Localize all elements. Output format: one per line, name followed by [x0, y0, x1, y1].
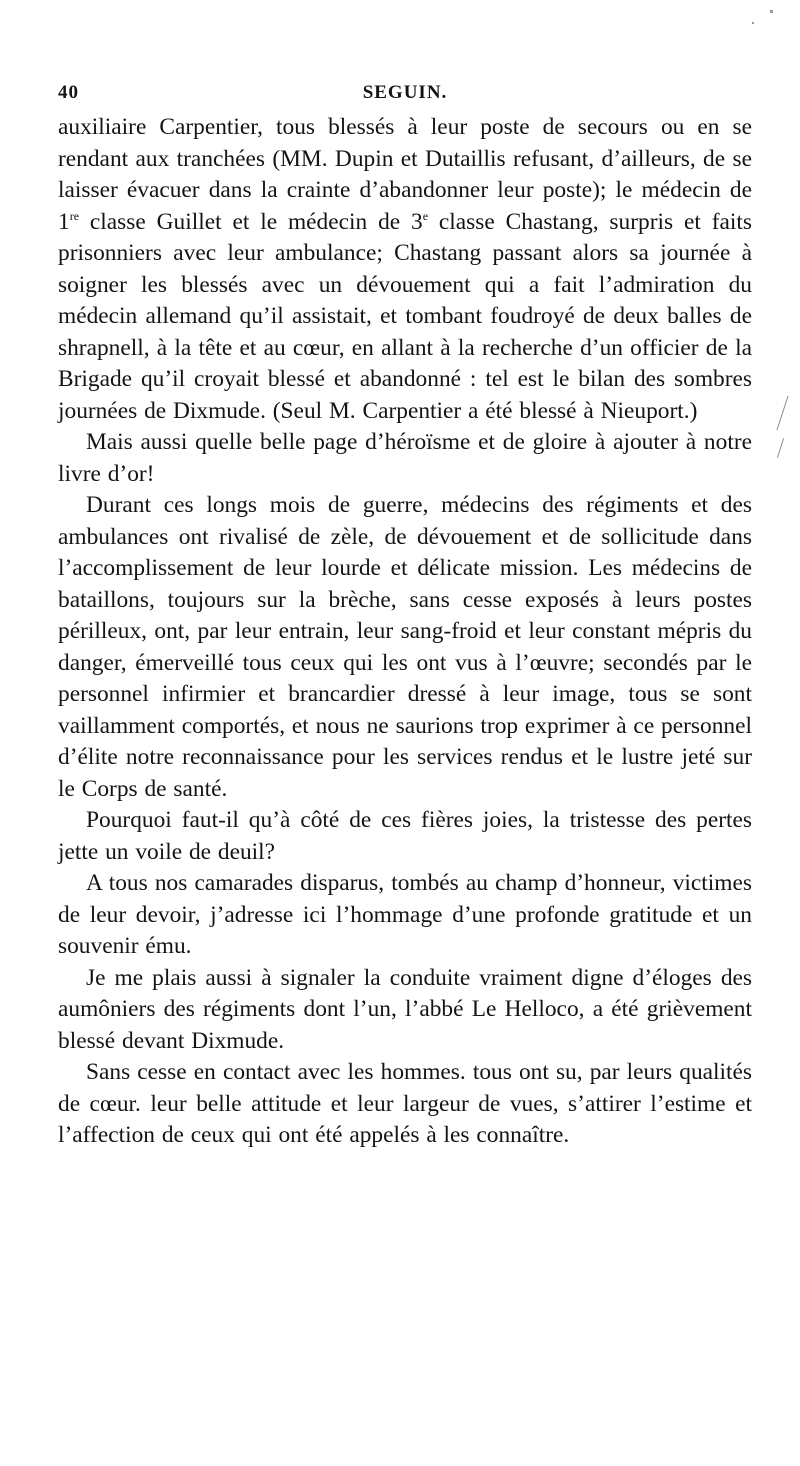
paragraph — [58, 1057, 752, 1152]
scan-edge-mark — [776, 396, 788, 431]
scan-speck — [770, 10, 773, 13]
running-title: SEGUIN. — [362, 82, 448, 103]
text-run: Sans cesse en contact avec les hommes. tous ont su, par leurs qualités de cœur. leur belle attitude et leur largeur de vues, s’attirer l’estime et l’affection de ceux qui ont été appelés à les connaître. — [58, 1059, 752, 1148]
text-run: Je me plais aussi à signaler la conduite vraiment digne d’éloges des aumôniers des régiments dont l’un, l’abbé Le Helloco, a été grièvement blessé devant Dixmude. — [58, 964, 752, 1054]
scan-speck — [752, 22, 754, 24]
paragraph — [58, 963, 752, 1058]
superscript-ordinal: re — [69, 208, 80, 223]
text-run: Durant ces longs mois de guerre, médecins des régiments et des ambulances ont rivalisé de zèle, de dévouement et de sollicitude dans l’accomplissement de leur lourde et délicate mission. Les médecins de bataillons, toujours sur la brèche, sans cesse exposés à leurs postes périlleux, ont, par leur entrain, leur sang-froid et leur constant mépris du danger, émerveillé tous ceux qui les ont vus à l’œuvre; secondés par le personnel infirmier et brancardier dressé à leur image, tous se sont vaillamment comportés, et nous ne saurions trop exprimer à ce personnel d’élite notre reconnaissance pour les services rendus et le lustre jeté sur le Corps de santé. — [58, 492, 752, 802]
text-run: Pourquoi faut-il qu’à côté de ces fières joies, la tristesse des pertes jette un voile de deuil? — [58, 807, 752, 865]
text-run: A tous nos camarades disparus, tombés au champ d’honneur, victimes de leur devoir, j’adresse ici l’hommage d’une profonde gratitude et un souvenir ému. — [58, 870, 752, 959]
book-page — [58, 78, 752, 1152]
paragraph — [58, 868, 752, 963]
scan-edge-mark — [777, 438, 784, 457]
paragraph — [58, 805, 752, 868]
superscript-ordinal: e — [422, 208, 429, 223]
page-number: 40 — [58, 82, 79, 103]
text-run: auxiliaire Carpentier, tous blessés à leur poste de secours ou en se rendant aux tranchées (MM. Dupin et Dutaillis refusant, d’ailleurs, de se laisser évacuer dans la crainte d’abandonner leur poste); le médecin de 1 — [58, 114, 752, 235]
body-text — [58, 112, 752, 1152]
paragraph — [58, 490, 752, 805]
paragraph — [58, 427, 752, 490]
text-run: Mais aussi quelle belle page d’héroïsme et de gloire à ajouter à notre livre d’or! — [58, 429, 752, 487]
paragraph — [58, 112, 752, 427]
running-head — [58, 78, 752, 112]
text-run: classe Guillet et le médecin de 3 — [79, 208, 423, 235]
text-run: classe Chastang, surpris et faits prisonniers avec leur ambulance; Chastang passant alors sa journée à soigner les blessés avec un dévouement qui a fait l’admiration du médecin allemand qu’il assistait, et tombant foudroyé de deux balles de shrapnell, à la tête et au cœur, en allant à la recherche d’un officier de la Brigade qu’il croyait blessé et abandonné : tel est le bilan des sombres journées de Dixmude. (Seul M. Carpentier a été blessé à Nieuport.) — [58, 208, 752, 424]
